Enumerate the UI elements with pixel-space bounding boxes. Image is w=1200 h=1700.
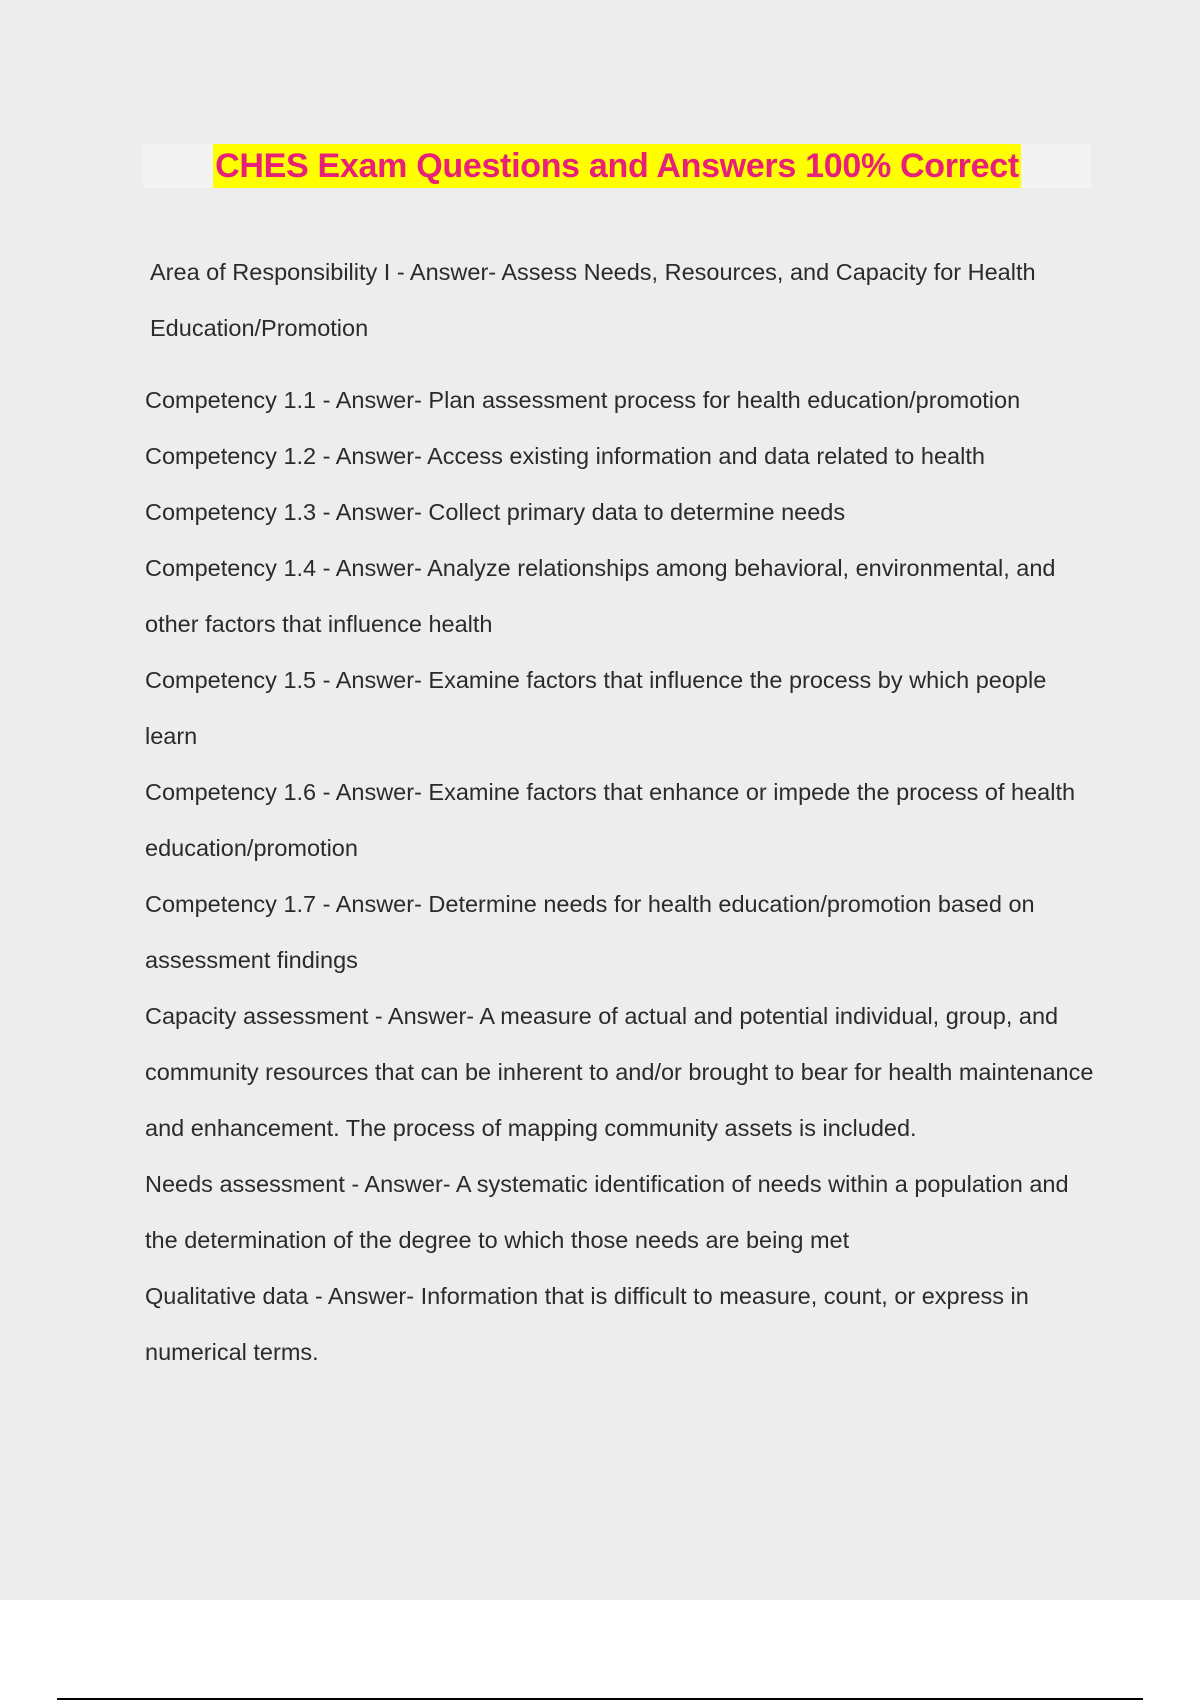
document-title: CHES Exam Questions and Answers 100% Correct: [213, 144, 1021, 188]
document-body: [145, 244, 1095, 1380]
competency-1-1-entry: Competency 1.1 - Answer- Plan assessment process for health education/promotion: [145, 387, 1021, 413]
area-of-responsibility-entry: Area of Responsibility I - Answer- Assess Needs, Resources, and Capacity for Health Education/Promotion: [150, 259, 1036, 341]
competency-1-6-entry: Competency 1.6 - Answer- Examine factors that enhance or impede the process of health education/promotion: [145, 779, 1076, 861]
qualitative-data-entry: Qualitative data - Answer- Information that is difficult to measure, count, or express in numerical terms.: [145, 1283, 1029, 1365]
needs-assessment-entry: Needs assessment - Answer- A systematic identification of needs within a population and the determination of the degree to which those needs are being met: [145, 1171, 1069, 1253]
competency-1-5-entry: Competency 1.5 - Answer- Examine factors that influence the process by which people learn: [145, 667, 1047, 749]
capacity-assessment-entry: Capacity assessment - Answer- A measure of actual and potential individual, group, and community resources that can be inherent to and/or brought to bear for health maintenance and enhancement. The process of mapping community assets is included.: [145, 1003, 1094, 1141]
competency-1-7-entry: Competency 1.7 - Answer- Determine needs for health education/promotion based on assessment findings: [145, 891, 1035, 973]
competency-1-3-entry: Competency 1.3 - Answer- Collect primary data to determine needs: [145, 499, 846, 525]
competency-1-4-entry: Competency 1.4 - Answer- Analyze relationships among behavioral, environmental, and other factors that influence health: [145, 555, 1056, 637]
title-band: [143, 144, 1091, 188]
competency-1-2-entry: Competency 1.2 - Answer- Access existing information and data related to health: [145, 443, 985, 469]
